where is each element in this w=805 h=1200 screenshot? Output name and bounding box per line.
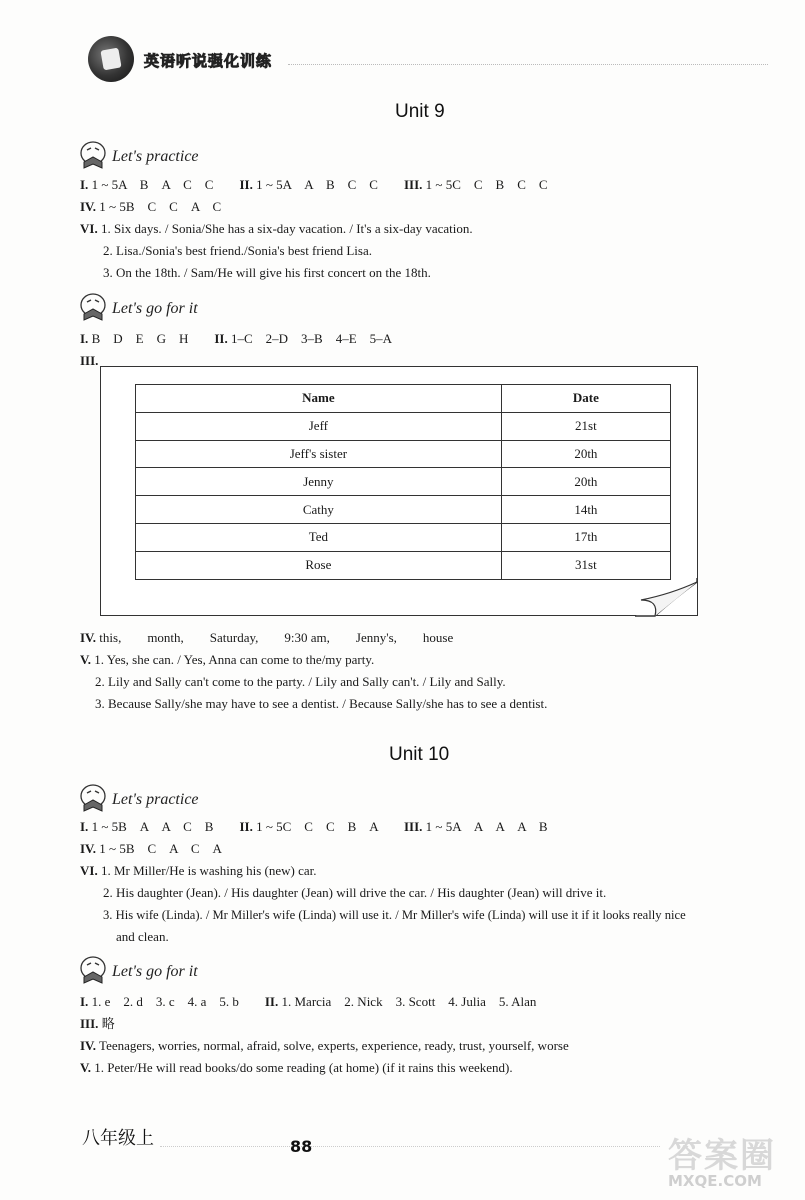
answer-line: 3. His wife (Linda). / Mr Miller's wife (Linda) will use it. / Mr Miller's wife (Linda) will use it if it looks really nice (103, 908, 686, 922)
series-logo-icon (88, 36, 134, 82)
answer-line: and clean. (116, 929, 169, 944)
answer-line: I. B D E G H II. 1–C 2–D 3–B 4–E 5–A (80, 331, 393, 346)
table-header-row (136, 385, 671, 413)
table-cell: Ted (136, 523, 502, 551)
answer-line: III. (80, 353, 99, 368)
grade-label: 八年级上 (82, 1128, 154, 1149)
watermark-url: MXQE.COM (668, 1172, 762, 1190)
answer-line: V. 1. Yes, she can. / Yes, Anna can come to the/my party. (80, 652, 375, 667)
answer-line: 2. Lisa./Sonia's best friend./Sonia's best friend Lisa. (103, 243, 372, 258)
answer-line: I. 1. e 2. d 3. c 4. a 5. b II. 1. Marcia 2. Nick 3. Scott 4. Julia 5. Alan (80, 994, 537, 1009)
table-cell: Jeff (136, 412, 502, 440)
answer-line: III. 略 (80, 1016, 115, 1031)
book-icon (78, 140, 108, 170)
answer-line: 3. On the 18th. / Sam/He will give his first concert on the 18th. (103, 265, 431, 280)
book-icon (78, 292, 108, 322)
table-header-cell: Date (501, 385, 670, 413)
table-row (136, 551, 671, 579)
table-cell: Cathy (136, 496, 502, 524)
table-row (136, 440, 671, 468)
answer-line: IV. 1 ~ 5B C C A C (80, 199, 222, 214)
answer-line: I. 1 ~ 5A B A C C II. 1 ~ 5A A B C C III. 1 ~ 5C C B C C (80, 177, 548, 192)
answer-line: VI. 1. Mr Miller/He is washing his (new) car. (80, 863, 317, 878)
series-title: 英语听说强化训练 (144, 52, 273, 70)
table-cell: Jenny (136, 468, 502, 496)
table-cell: Rose (136, 551, 502, 579)
answer-line: I. 1 ~ 5B A A C B II. 1 ~ 5C C C B A III. 1 ~ 5A A A A B (80, 819, 548, 834)
table-cell: 31st (501, 551, 670, 579)
table-row (136, 496, 671, 524)
answer-line: 3. Because Sally/she may have to see a dentist. / Because Sally/she has to see a dentist. (95, 696, 548, 711)
section-label: Let's practice (112, 148, 199, 165)
table-row (136, 412, 671, 440)
table-cell: Jeff's sister (136, 440, 502, 468)
answer-line: 2. His daughter (Jean). / His daughter (Jean) will drive the car. / His daughter (Jean) will drive it. (103, 885, 607, 900)
section-label: Let's practice (112, 791, 199, 808)
answer-line: IV. 1 ~ 5B C A C A (80, 841, 222, 856)
table-row (136, 468, 671, 496)
table-header-cell: Name (136, 385, 502, 413)
unit10-title: Unit 10 (389, 744, 450, 765)
table-cell: 20th (501, 468, 670, 496)
watermark-logo: 答案圈 (668, 1136, 776, 1176)
section-label: Let's go for it (112, 300, 198, 317)
page-header (88, 30, 768, 90)
watermark (668, 1128, 776, 1190)
book-icon (78, 955, 108, 985)
page-number: 88 (290, 1137, 313, 1156)
table-cell: 14th (501, 496, 670, 524)
table-cell: 21st (501, 412, 670, 440)
table-row (136, 523, 671, 551)
answer-line: IV. Teenagers, worries, normal, afraid, solve, experts, experience, ready, trust, yourself, worse (80, 1038, 569, 1053)
answer-line: V. 1. Peter/He will read books/do some reading (at home) (if it rains this weekend). (80, 1060, 513, 1075)
header-divider (288, 64, 768, 65)
table-cell: 20th (501, 440, 670, 468)
unit9-title: Unit 9 (395, 101, 445, 122)
table-cell: 17th (501, 523, 670, 551)
date-table (135, 384, 671, 580)
book-icon (78, 783, 108, 813)
section-label: Let's go for it (112, 963, 198, 980)
answer-line: IV. this, month, Saturday, 9:30 am, Jenny's, house (80, 630, 454, 645)
footer-divider (160, 1146, 660, 1147)
date-table-card (100, 366, 698, 616)
page-curl-icon (635, 578, 699, 618)
answer-line: VI. 1. Six days. / Sonia/She has a six-day vacation. / It's a six-day vacation. (80, 221, 473, 236)
answer-line: 2. Lily and Sally can't come to the party. / Lily and Sally can't. / Lily and Sally. (95, 674, 506, 689)
